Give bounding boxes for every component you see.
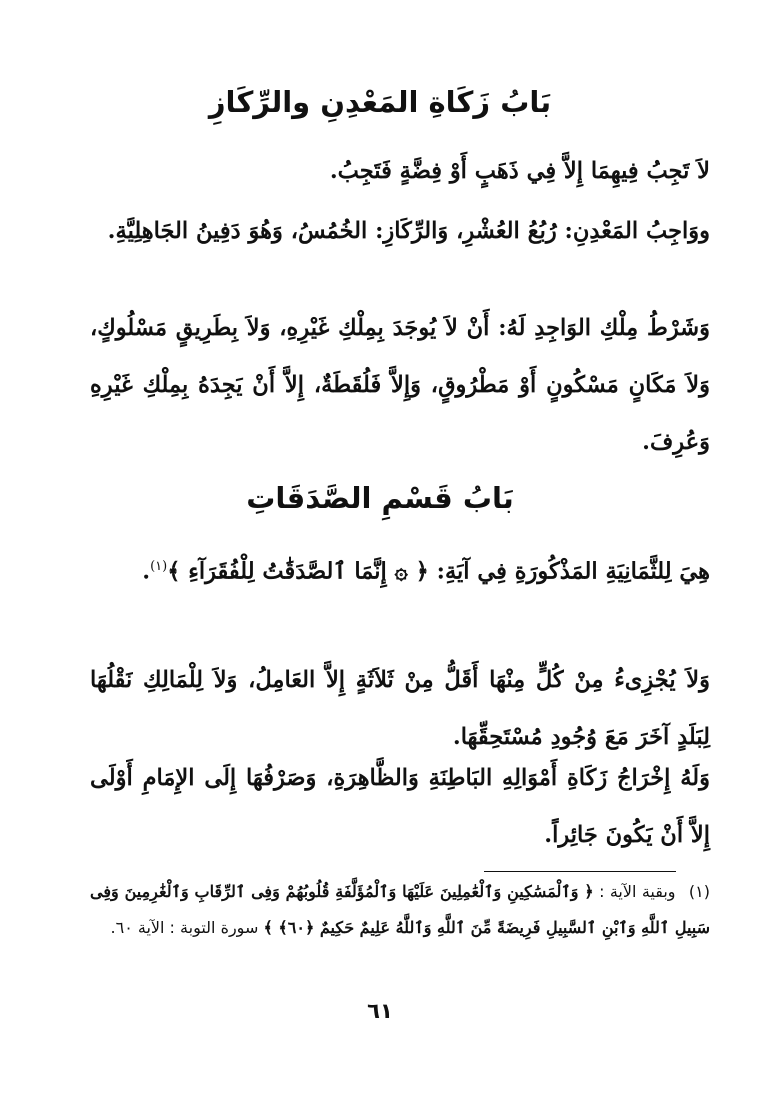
footnote-source: سورة التوبة : الآية ٦٠. [110, 918, 259, 937]
paragraph-eight-categories [90, 538, 710, 601]
page-number: ٦١ [367, 999, 393, 1023]
eight-categories-text: هِيَ لِلثَّمَانِيَةِ المَذْكُورَةِ فِي آيَةِ: ﴿ ۞ إِنَّمَا ٱلصَّدَقَٰتُ لِلْفُقَرَآءِ ﴾ [167, 558, 710, 585]
paragraph-minimum-recipients: وَلاَ يُجْزِىءُ مِنْ كُلٍّ مِنْهَا أَقَلُّ مِنْ ثَلاَثَةٍ إِلاَّ العَامِلُ، وَلاَ لِلْمَالِكِ نَقْلُهَا لِبَلَدٍ آخَرَ مَعَ وُجُودِ مُسْتَحِقِّهَا. [90, 667, 710, 750]
footnote-verse: ﴿ وَٱلْمَسَٰكِينِ وَٱلْعَٰمِلِينَ عَلَيْهَا وَٱلْمُؤَلَّفَةِ قُلُوبُهُمْ وَفِى ٱلرِّقَابِ وَٱلْغَٰرِمِينَ وَفِى سَبِيلِ ٱللَّهِ وَٱبْنِ ٱلسَّبِيلِ فَرِيضَةً مِّنَ ٱللَّهِ وَٱللَّهُ عَلِيمٌ حَكِيمٌ ﴿٦٠﴾ ﴾ [90, 882, 710, 937]
paragraph-end-mark: . [142, 558, 151, 585]
footnote [90, 874, 710, 946]
footnote-reference: (١) [150, 559, 168, 574]
section-title-distribution-of-alms: بَابُ قَسْمِ الصَّدَقَاتِ [246, 481, 514, 515]
footnote-divider [484, 871, 676, 872]
footnote-lead: وبقية الآية : [599, 882, 676, 901]
paragraph-finder-ownership: وَشَرْطُ مِلْكِ الوَاجِدِ لَهُ: أَنْ لاَ يُوجَدَ بِمِلْكِ غَيْرِهِ، وَلاَ بِطَرِيقٍ مَسْلُوكٍ، وَلاَ مَكَانٍ مَسْكُونٍ أَوْ مَطْرُوقٍ، وَإِلاَّ فَلُقَطَةٌ، إِلاَّ أَنْ يَجِدَهُ بِمِلْكِ غَيْرِهِ وَعُرِفَ. [90, 315, 710, 455]
footnote-number: (١) [688, 882, 710, 901]
paragraph-mineral-due: ووَاجِبُ المَعْدِنِ: رُبُعُ العُشْرِ، وَالرِّكَازِ: الخُمُسُ، وَهُوَ دَفِينُ الجَاهِلِيَّةِ. [107, 218, 710, 244]
section-title-mineral-treasure-zakat: بَابُ زَكَاةِ المَعْدِنِ والرِّكَازِ [208, 85, 552, 119]
paragraph-obligation-condition: لاَ تَجِبُ فِيهِمَا إِلاَّ فِي ذَهَبٍ أَوْ فِضَّةٍ فَتَجِبُ. [329, 158, 710, 184]
paragraph-paying-to-imam: وَلَهُ إِخْرَاجُ زَكَاةِ أَمْوَالِهِ البَاطِنَةِ وَالظَّاهِرَةِ، وَصَرْفُهَا إِلَى الإِمَامِ أَوْلَى إِلاَّ أَنْ يَكُونَ جَائِراً. [90, 765, 710, 848]
